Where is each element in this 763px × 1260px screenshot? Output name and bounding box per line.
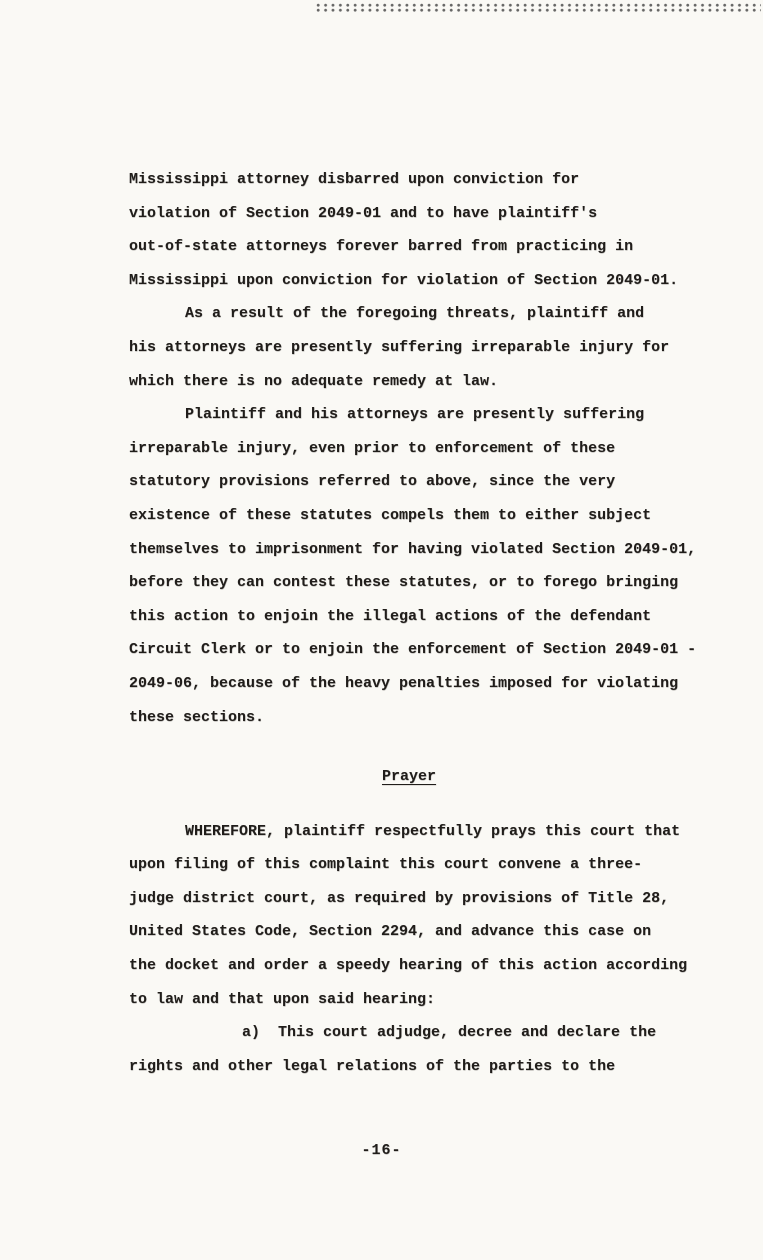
document-line: United States Code, Section 2294, and advance this case on [129, 923, 652, 941]
paragraph [129, 398, 697, 734]
document-line: statutory provisions referred to above, since the very [129, 473, 616, 491]
document-line: violation of Section 2049-01 and to have plaintiff's [129, 204, 598, 222]
document-line: his attorneys are presently suffering irreparable injury for [129, 338, 670, 356]
document-body [129, 163, 697, 1083]
document-line: WHEREFORE, plaintiff respectfully prays this court that [185, 822, 681, 840]
document-line: before they can contest these statutes, or to forego bringing [129, 574, 679, 592]
document-line: Mississippi attorney disbarred upon conviction for [129, 171, 580, 188]
document-line: existence of these statutes compels them to either subject [129, 506, 652, 524]
document-line: this action to enjoin the illegal actions of the defendant [129, 607, 652, 625]
paragraph [129, 163, 689, 297]
page-number: -16- [361, 1142, 402, 1159]
paragraph [129, 815, 689, 1017]
document-line: judge district court, as required by provisions of Title 28, [129, 889, 670, 907]
document-line: out-of-state attorneys forever barred from practicing in [129, 238, 634, 256]
document-line: upon filing of this complaint this court convene a three- [129, 856, 643, 874]
document-line: rights and other legal relations of the parties to the [129, 1057, 616, 1075]
document-line: As a result of the foregoing threats, plaintiff and [185, 305, 645, 323]
document-line: a) This court adjudge, decree and declare the [242, 1024, 657, 1042]
document-line: the docket and order a speedy hearing of this action according [129, 957, 688, 975]
document-line: irreparable injury, even prior to enforcement of these [129, 439, 616, 457]
paragraph [129, 297, 689, 398]
document-line: these sections. [129, 708, 265, 726]
document-line: Circuit Clerk or to enjoin the enforcement of Section 2049-01 - [129, 641, 697, 659]
document-line: themselves to imprisonment for having violated Section 2049-01, [129, 540, 697, 558]
paragraph [129, 1016, 689, 1083]
section-heading [129, 760, 689, 794]
document-line: 2049-06, because of the heavy penalties imposed for violating [129, 674, 679, 692]
document-line: Plaintiff and his attorneys are presently suffering [185, 406, 645, 424]
document-line: to law and that upon said hearing: [129, 990, 436, 1008]
section-heading-text: Prayer [381, 768, 436, 786]
perforation-dots [316, 3, 761, 13]
document-line: which there is no adequate remedy at law. [129, 372, 499, 390]
document-line: Mississippi upon conviction for violation of Section 2049-01. [129, 271, 679, 289]
